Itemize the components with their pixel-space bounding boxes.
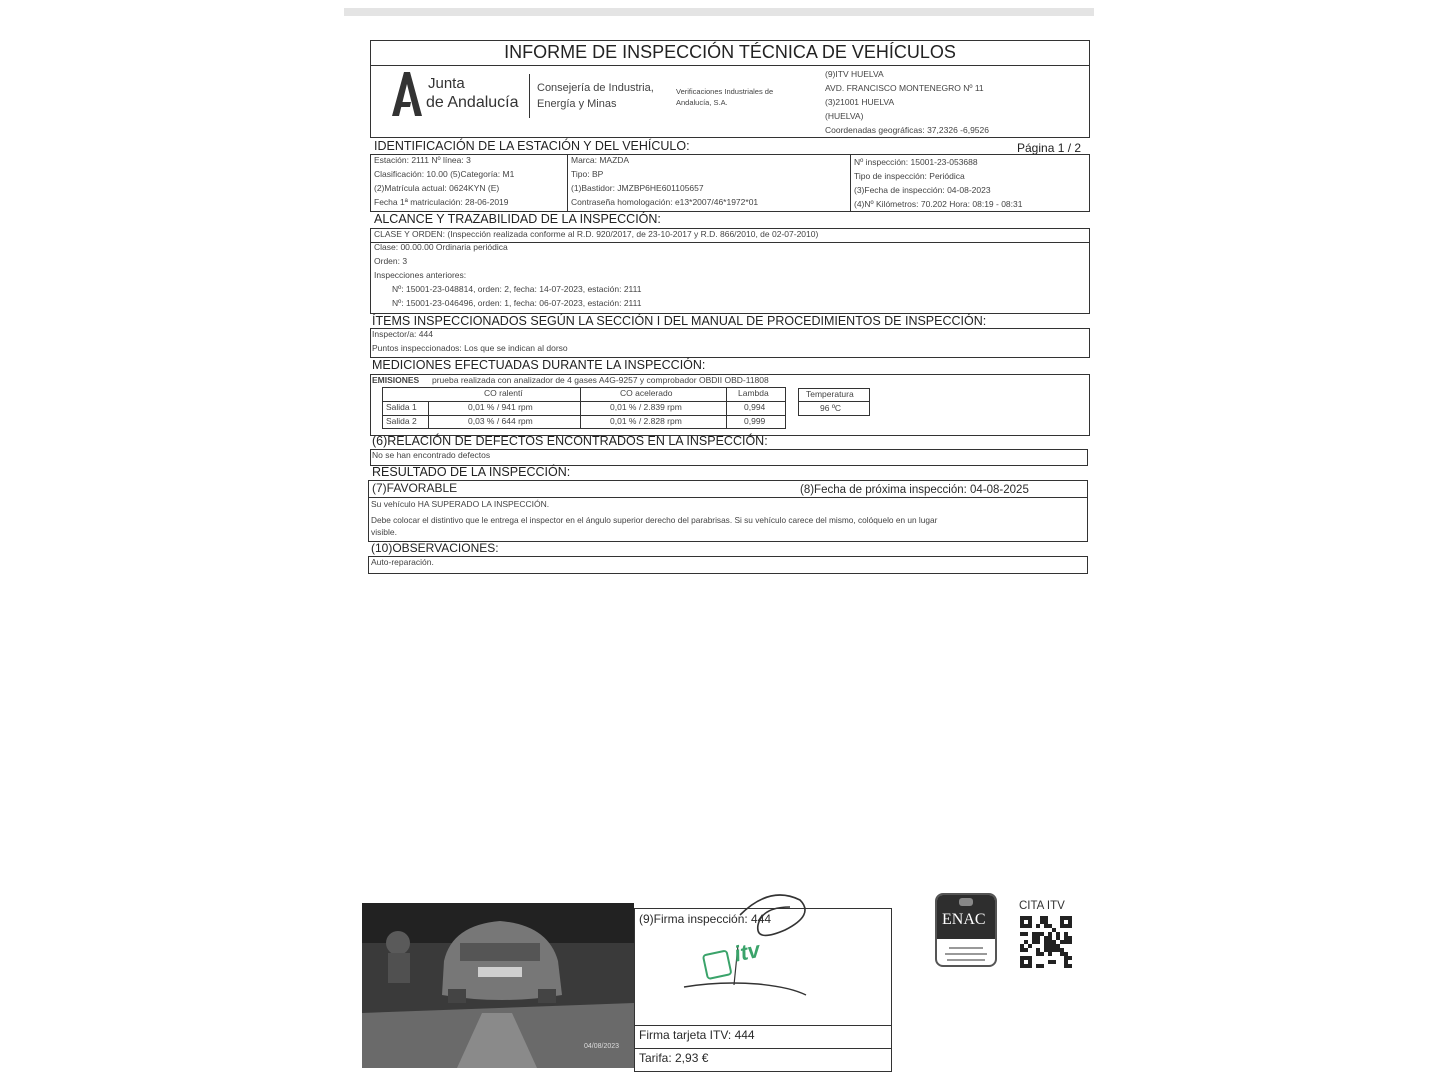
result-line: visible. bbox=[371, 527, 397, 537]
station-line: (9)ITV HUELVA bbox=[825, 69, 884, 79]
junta-logo-line2: de Andalucía bbox=[426, 94, 519, 111]
station-line: AVD. FRANCISCO MONTENEGRO Nº 11 bbox=[825, 83, 984, 93]
identification-field: Tipo: BP bbox=[571, 169, 604, 179]
items-line: Puntos inspeccionados: Los que se indican al dorso bbox=[372, 343, 568, 353]
crown-icon bbox=[959, 898, 973, 906]
stamp-itv-text: itv bbox=[731, 936, 763, 967]
enac-fine-print bbox=[945, 953, 987, 955]
result-heading: RESULTADO DE LA INSPECCIÓN: bbox=[372, 465, 571, 479]
department-line2: Energía y Minas bbox=[537, 98, 617, 110]
identification-divider bbox=[850, 154, 851, 212]
table-cell: 0,03 % / 644 rpm bbox=[468, 416, 533, 426]
header-divider bbox=[370, 65, 1090, 66]
stamp-badge bbox=[702, 949, 733, 980]
photo-date: 04/08/2023 bbox=[584, 1043, 620, 1050]
scan-top-edge bbox=[344, 8, 1094, 16]
signature-divider bbox=[634, 1025, 892, 1026]
identification-field: (4)Nº Kilómetros: 70.202 Hora: 08:19 - 08:31 bbox=[854, 199, 1023, 209]
inspection-fee: Tarifa: 2,93 € bbox=[639, 1051, 709, 1065]
temperature-rule bbox=[798, 401, 870, 402]
inspection-signature: (9)Firma inspección: 444 bbox=[639, 912, 772, 926]
table-header: CO acelerado bbox=[620, 388, 673, 398]
identification-field: Estación: 2111 Nº línea: 3 bbox=[374, 155, 471, 165]
scope-line: Clase: 00.00.00 Ordinaria periódica bbox=[374, 242, 508, 252]
defects-heading: (6)RELACIÓN DE DEFECTOS ENCONTRADOS EN LA INSPECCIÓN: bbox=[372, 434, 768, 448]
observations-box bbox=[368, 556, 1088, 574]
table-header: CO ralentí bbox=[484, 388, 523, 398]
identification-field: Contraseña homologación: e13*2007/46*1972*01 bbox=[571, 197, 759, 207]
company-line1: Verificaciones Industriales de bbox=[676, 87, 774, 96]
table-rule bbox=[726, 387, 727, 429]
qr-code-icon bbox=[1020, 916, 1072, 968]
table-rule bbox=[428, 401, 429, 429]
scope-line: Orden: 3 bbox=[374, 256, 408, 266]
result-divider bbox=[368, 497, 1088, 498]
enac-text: ENAC bbox=[942, 911, 986, 928]
department-line1: Consejería de Industria, bbox=[537, 82, 654, 94]
items-line: Inspector/a: 444 bbox=[372, 329, 433, 339]
table-cell: 0,01 % / 941 rpm bbox=[468, 402, 533, 412]
class-order-line: CLASE Y ORDEN: (Inspección realizada conforme al R.D. 920/2017, de 23-10-2017 y R.D. 866/2010, de 02-07-2010) bbox=[374, 229, 819, 239]
table-cell: 0,01 % / 2.828 rpm bbox=[610, 416, 682, 426]
identification-field: Nº inspección: 15001-23-053688 bbox=[854, 157, 978, 167]
signature-divider bbox=[634, 1048, 892, 1049]
vehicle-photo bbox=[362, 903, 634, 1068]
table-row-label: Salida 2 bbox=[386, 416, 417, 426]
defects-text: No se han encontrado defectos bbox=[372, 450, 491, 460]
measurements-heading: MEDICIONES EFECTUADAS DURANTE LA INSPECCIÓN: bbox=[372, 358, 706, 372]
result-line: Debe colocar el distintivo que le entrega el inspector en el ángulo superior derecho del parabrisas. Si su vehículo carece del mismo, colóquelo en un lugar bbox=[371, 515, 938, 525]
previous-inspection: Nº: 15001-23-046496, orden: 1, fecha: 06-07-2023, estación: 2111 bbox=[392, 298, 642, 308]
cita-itv-label: CITA ITV bbox=[1019, 900, 1065, 912]
identification-field: (3)Fecha de inspección: 04-08-2023 bbox=[854, 185, 991, 195]
junta-logo-icon bbox=[384, 70, 424, 118]
table-cell: 0,994 bbox=[744, 402, 766, 412]
identification-field: (1)Bastidor: JMZBP6HE601105657 bbox=[571, 183, 704, 193]
emissions-text: prueba realizada con analizador de 4 gases A4G-9257 y comprobador OBDII OBD-11808 bbox=[432, 375, 769, 385]
logo-divider bbox=[529, 74, 530, 118]
temperature-label: Temperatura bbox=[806, 389, 854, 399]
enac-badge bbox=[935, 893, 997, 967]
table-cell: 0,999 bbox=[744, 416, 766, 426]
result-line: Su vehículo HA SUPERADO LA INSPECCIÓN. bbox=[371, 499, 550, 509]
report-title: INFORME DE INSPECCIÓN TÉCNICA DE VEHÍCULOS bbox=[504, 42, 956, 62]
identification-heading: IDENTIFICACIÓN DE LA ESTACIÓN Y DEL VEHÍCULO: bbox=[374, 139, 690, 153]
table-row-label: Salida 1 bbox=[386, 402, 417, 412]
table-cell: 0,01 % / 2.839 rpm bbox=[610, 402, 682, 412]
next-inspection-date: (8)Fecha de próxima inspección: 04-08-2025 bbox=[800, 484, 1029, 496]
temperature-value: 96 ºC bbox=[820, 403, 842, 413]
result-verdict: (7)FAVORABLE bbox=[372, 481, 458, 495]
identification-field: (2)Matrícula actual: 0624KYN (E) bbox=[374, 183, 500, 193]
items-heading: ÍTEMS INSPECCIONADOS SEGÚN LA SECCIÓN I DEL MANUAL DE PROCEDIMIENTOS DE INSPECCIÓN: bbox=[372, 314, 987, 328]
observations-text: Auto-reparación. bbox=[371, 557, 434, 567]
page-number: Página 1 / 2 bbox=[1017, 141, 1082, 155]
emissions-label: EMISIONES bbox=[372, 375, 420, 385]
identification-field: Fecha 1ª matriculación: 28-06-2019 bbox=[374, 197, 509, 207]
previous-inspection: Nº: 15001-23-048814, orden: 2, fecha: 14-07-2023, estación: 2111 bbox=[392, 284, 642, 294]
enac-fine-print bbox=[949, 947, 983, 949]
identification-field: Tipo de inspección: Periódica bbox=[854, 171, 965, 181]
enac-fine-print bbox=[947, 959, 985, 961]
scope-line: Inspecciones anteriores: bbox=[374, 270, 467, 280]
itv-card-signature: Firma tarjeta ITV: 444 bbox=[639, 1028, 755, 1042]
identification-field: Clasificación: 10.00 (5)Categoría: M1 bbox=[374, 169, 515, 179]
scope-heading: ALCANCE Y TRAZABILIDAD DE LA INSPECCIÓN: bbox=[374, 212, 661, 226]
junta-logo-line1: Junta bbox=[428, 75, 465, 92]
identification-field: Marca: MAZDA bbox=[571, 155, 630, 165]
table-rule bbox=[580, 387, 581, 429]
station-line: (HUELVA) bbox=[825, 111, 864, 121]
station-line: Coordenadas geográficas: 37,2326 -6,9526 bbox=[825, 125, 989, 135]
table-header: Lambda bbox=[738, 388, 769, 398]
station-line: (3)21001 HUELVA bbox=[825, 97, 895, 107]
identification-divider bbox=[567, 154, 568, 212]
observations-heading: (10)OBSERVACIONES: bbox=[371, 541, 499, 555]
company-line2: Andalucía, S.A. bbox=[676, 98, 728, 107]
